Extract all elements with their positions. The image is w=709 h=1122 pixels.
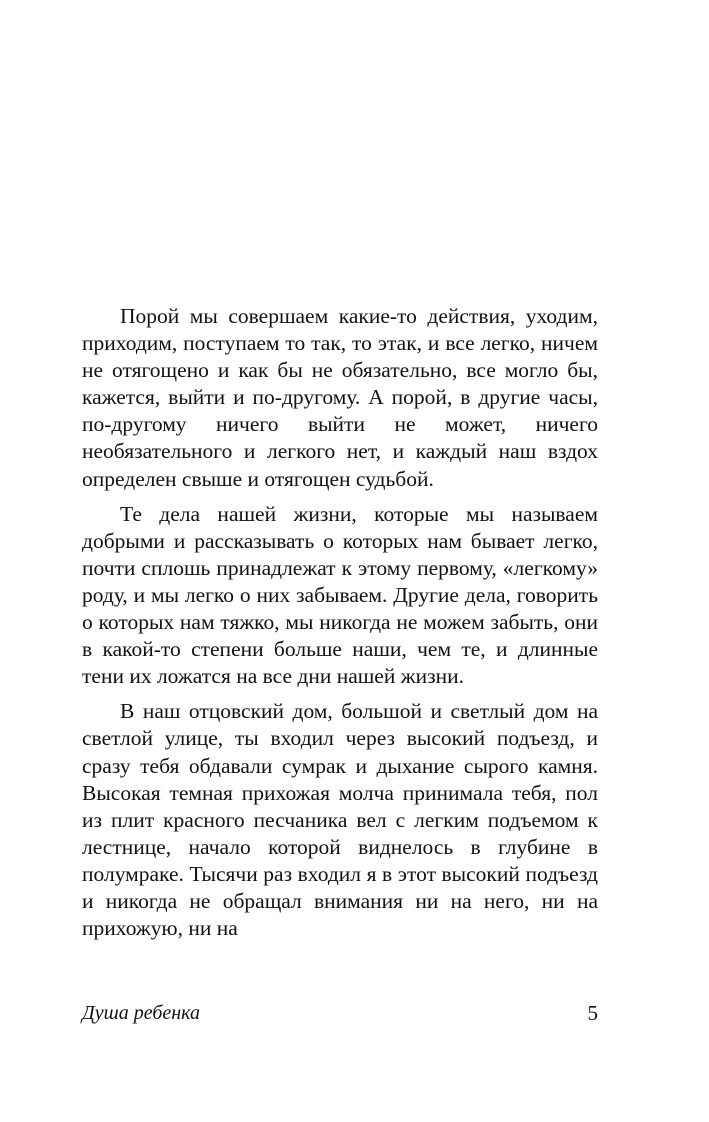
running-title: Душа ребенка [82, 1002, 201, 1024]
paragraph-1: Порой мы совершаем какие-то действия, уходим, приходим, поступаем то так, то этак, и все легко, ничем не отягощено и как бы не обязательно, все могло бы, кажется, выйти и по-другому. А порой, в другие часы, по-другому ничего выйти не может, ничего необязательного и легкого нет, и каждый наш вздох определен свыше и отягощен судьбой. [82, 304, 598, 491]
page-footer [82, 998, 598, 1028]
paragraph-2: Те дела нашей жизни, которые мы называем добрыми и рассказывать о которых нам бывает легко, почти сплошь принадлежат к этому первому, «легкому» роду, и мы легко о них забываем. Другие дела, говорить о которых нам тяжко, мы никогда не можем забыть, они в какой-то степени больше наши, чем те, и длинные тени их ложатся на все дни нашей жизни. [82, 501, 598, 689]
page-number: 5 [587, 1001, 598, 1025]
paragraph-3: В наш отцовский дом, большой и светлый дом на светлой улице, ты входил через высокий подъезд, и сразу тебя обдавали сумрак и дыхание сырого камня. Высокая темная прихожая молча принимала тебя, пол из плит красного песчаника вел с легким подъемом к лестнице, начало которой виднелось в глубине в полумраке. Тысячи раз входил я в этот высокий подъезд и никогда не обращал внимания ни на него, ни на прихожую, ни на [82, 699, 598, 941]
page-body [82, 303, 598, 950]
